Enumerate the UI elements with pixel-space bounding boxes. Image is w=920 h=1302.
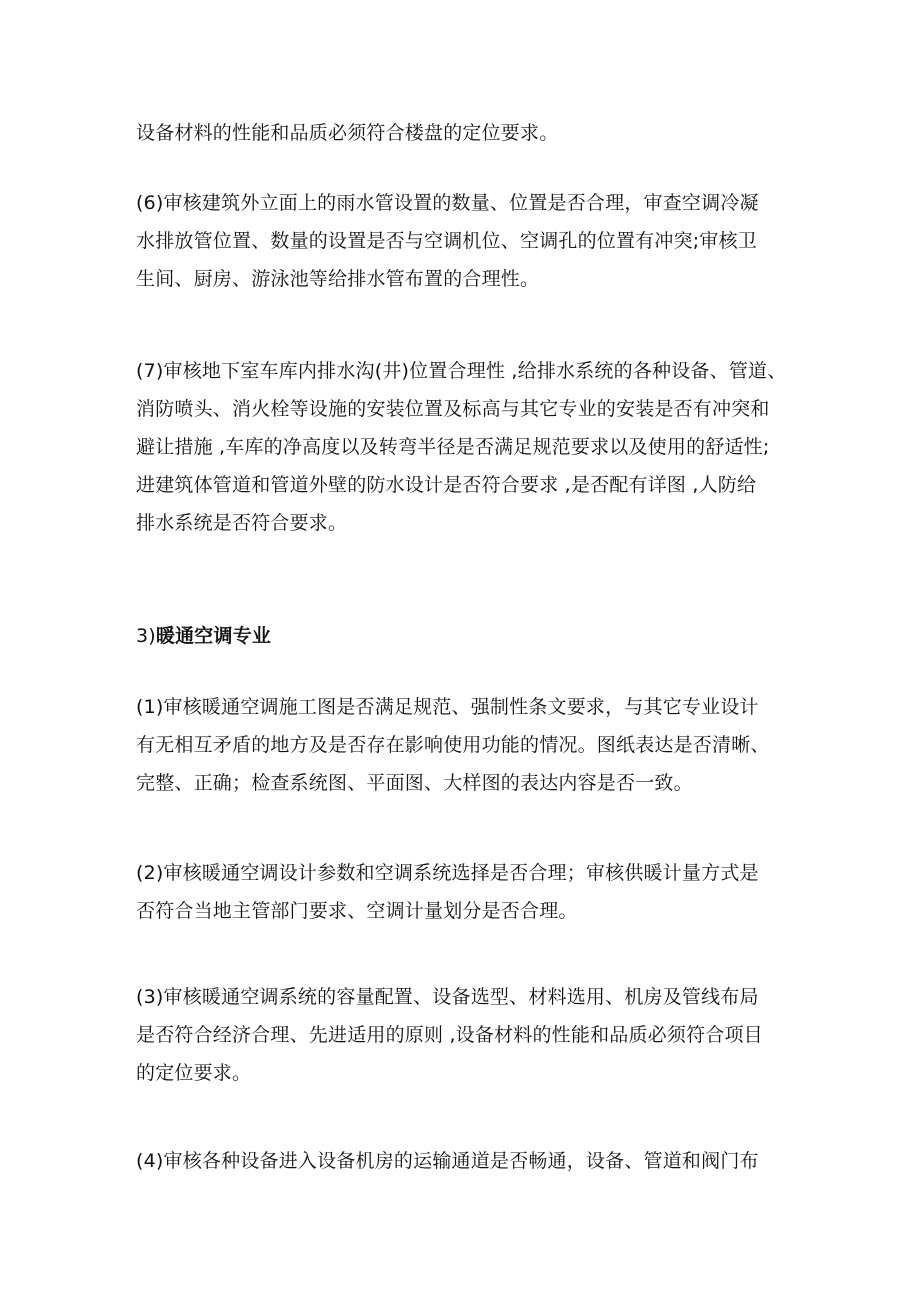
paragraph-hvac-item-3: [136, 978, 796, 1092]
text-line: (6)审核建筑外立面上的雨水管设置的数量、位置是否合理，审查空调冷凝: [136, 192, 759, 214]
text-line: (7)审核地下室车库内排水沟(井)位置合理性 ,给排水系统的各种设备、管道、: [136, 360, 787, 382]
heading-text: 暖通空调专业: [155, 625, 272, 647]
text-line: 否符合当地主管部门要求、空调计量划分是否合理。: [136, 900, 578, 922]
text-line: 避让措施 ,车库的净高度以及转弯半径是否满足规范要求以及使用的舒适性;: [136, 436, 770, 458]
text-line: 是否符合经济合理、先进适用的原则 ,设备材料的性能和品质必须符合项目: [136, 1024, 763, 1046]
text-line: 消防喷头、消火栓等设施的安装位置及标高与其它专业的安装是否有冲突和: [136, 398, 770, 420]
paragraph-equipment-positioning: [136, 114, 796, 152]
text-line: 完整、正确；检查系统图、平面图、大样图的表达内容是否一致。: [136, 772, 693, 794]
text-line: (3)审核暖通空调系统的容量配置、设备选型、材料选用、机房及管线布局: [136, 986, 759, 1008]
text-line: (4)审核各种设备进入设备机房的运输通道是否畅通，设备、管道和阀门布: [136, 1150, 759, 1172]
paragraph-item-6: [136, 184, 796, 298]
text-line: (2)审核暖通空调设计参数和空调系统选择是否合理；审核供暖计量方式是: [136, 862, 759, 884]
paragraph-hvac-item-2: [136, 854, 796, 930]
section-heading-hvac: [136, 617, 796, 655]
text-line: 的定位要求。: [136, 1062, 252, 1084]
paragraph-hvac-item-1: [136, 688, 796, 802]
text-line: 有无相互矛盾的地方及是否存在影响使用功能的情况。图纸表达是否清晰、: [136, 734, 770, 756]
heading-prefix: 3): [136, 625, 156, 647]
paragraph-hvac-item-4: [136, 1142, 796, 1180]
text-line: 排水系统是否符合要求。: [136, 512, 348, 534]
text-line: 进建筑体管道和管道外壁的防水设计是否符合要求 ,是否配有详图 ,人防给: [136, 474, 757, 496]
heading-line: [136, 617, 796, 655]
text-line: (1)审核暖通空调施工图是否满足规范、强制性条文要求，与其它专业设计: [136, 696, 759, 718]
paragraph-item-7: [136, 352, 796, 542]
text-line: 设备材料的性能和品质必须符合楼盘的定位要求。: [136, 122, 559, 144]
text-line: 生间、厨房、游泳池等给排水管布置的合理性。: [136, 268, 540, 290]
text-line: 水排放管位置、数量的设置是否与空调机位、空调孔的位置有冲突;审核卫: [136, 230, 758, 252]
